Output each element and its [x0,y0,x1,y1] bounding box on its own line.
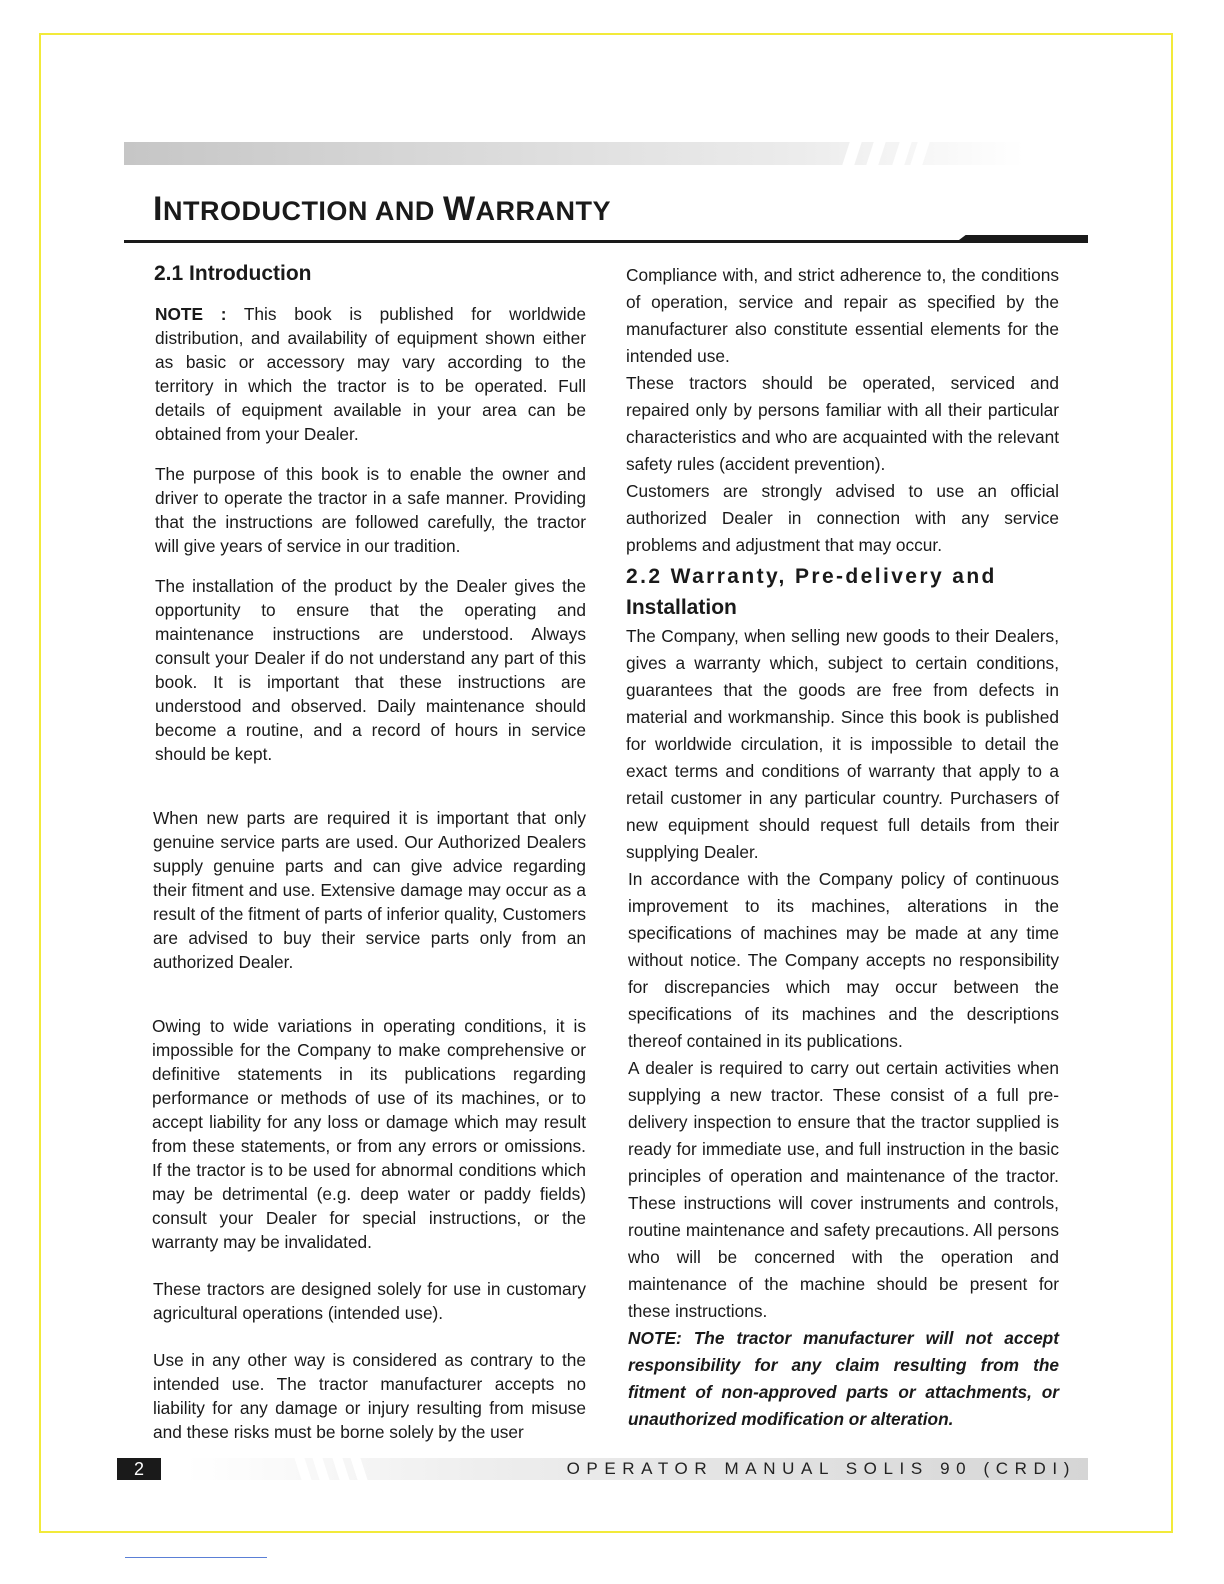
paragraph: These tractors are designed solely for use in customary agricultural operations (intended use). [153,1279,586,1323]
band-stripe [842,142,861,165]
link-underline [125,1557,267,1558]
note-paragraph [155,302,586,446]
paragraph: Compliance with, and strict adherence to, the conditions of operation, service and repair as specified by the manufacturer also constitute essential elements for the intended use. [626,265,1059,366]
title-rule-accent [955,235,1088,243]
paragraph: The Company, when selling new goods to their Dealers, gives a warranty which, subject to certain conditions, guarantees that the goods are free from defects in material and workmanship. Since this book is published for worldwide circulation, it is impossible to detail the exact terms and conditions of warranty that apply to a retail customer in any particular country. Purchasers of new equipment should request full details from their supplying Dealer. [626,626,1059,862]
manual-title: OPERATOR MANUAL SOLIS 90 (CRDI) [566,1459,1076,1478]
right-column [626,262,1059,1433]
paragraph: A dealer is required to carry out certain activities when supplying a new tractor. These consist of a full pre-delivery inspection to ensure that the tractor supplied is ready for immediate use, and full instruction in the basic principles of operation and maintenance of the tractor. These instructions will cover instruments and controls, routine maintenance and safety precautions. All persons who will be concerned with the operation and maintenance of the machine should be present for these instructions. [628,1058,1059,1321]
page-title: INTRODUCTION AND WARRANTY [153,190,612,228]
header-band [124,142,1024,165]
paragraph: Owing to wide variations in operating conditions, it is impossible for the Company to make comprehensive or definitive statements in its publications regarding performance or methods of use of its machines, or to accept liability for any loss or damage which may result from these statements, or from any errors or omissions. If the tractor is to be used for abnormal conditions which may be detrimental (e.g. deep water or paddy fields) consult your Dealer for special instructions, or the warranty may be invalidated. [152,1016,586,1252]
paragraph: Customers are strongly advised to use an official authorized Dealer in connection with any service problems and adjustment that may occur. [626,481,1059,555]
note-label: NOTE: [628,1328,682,1348]
band-stripe [892,142,911,165]
warranty-note [628,1325,1059,1433]
note-label: NOTE : [155,304,227,324]
section-heading-warranty: 2.2 Warranty, Pre-delivery and Installation [626,565,997,619]
note-text: The tractor manufacturer will not accept responsibility for any claim resulting from the fitment of non-approved parts or attachments, or unauthorized modification or alteration. [628,1328,1059,1429]
section-heading-introduction: 2.1 Introduction [154,262,312,285]
paragraph: The installation of the product by the Dealer gives the opportunity to ensure that the operating and maintenance instructions are understood. Always consult your Dealer if do not understand any part of this book. It is important that these instructions are understood and observed. Daily maintenance should become a routine, and a record of hours in service should be kept. [155,576,586,764]
band-stripe [910,142,929,165]
paragraph: These tractors should be operated, serviced and repaired only by persons familiar with all their particular characteristics and who are acquainted with the relevant safety rules (accident prevention). [626,373,1059,474]
left-column [152,262,586,1444]
band-stripe [312,1458,329,1480]
note-text: This book is published for worldwide distribution, and availability of equipment shown either as basic or accessory may vary according to the territory in which the tractor is to be operated. Full details of equipment available in your area can be obtained from your Dealer. [155,304,586,444]
page-number: 2 [117,1458,161,1480]
paragraph: In accordance with the Company policy of continuous improvement to its machines, alterations in the specifications of machines may be made at any time without notice. The Company accepts no responsibility for discrepancies which may occur between the specifications of its machines and the descriptions thereof contained in its publications. [628,869,1059,1051]
title-rule [124,240,1088,243]
band-stripe [350,1458,367,1480]
paragraph: When new parts are required it is important that only genuine service parts are used. Our Authorized Dealers supply genuine parts and can give advice regarding their fitment and use. Extensive damage may occur as a result of the fitment of parts of inferior quality, Customers are advised to buy their service parts only from an authorized Dealer. [153,808,586,972]
paragraph: The purpose of this book is to enable the owner and driver to operate the tractor in a safe manner. Providing that the instructions are followed carefully, the tractor will give years of service in our tradition. [155,464,586,556]
band-stripe [294,1458,311,1480]
paragraph: Use in any other way is considered as contrary to the intended use. The tractor manufacturer accepts no liability for any damage or injury resulting from misuse and these risks must be borne solely by the user [153,1350,586,1442]
band-stripe [866,142,885,165]
band-stripe [332,1458,349,1480]
